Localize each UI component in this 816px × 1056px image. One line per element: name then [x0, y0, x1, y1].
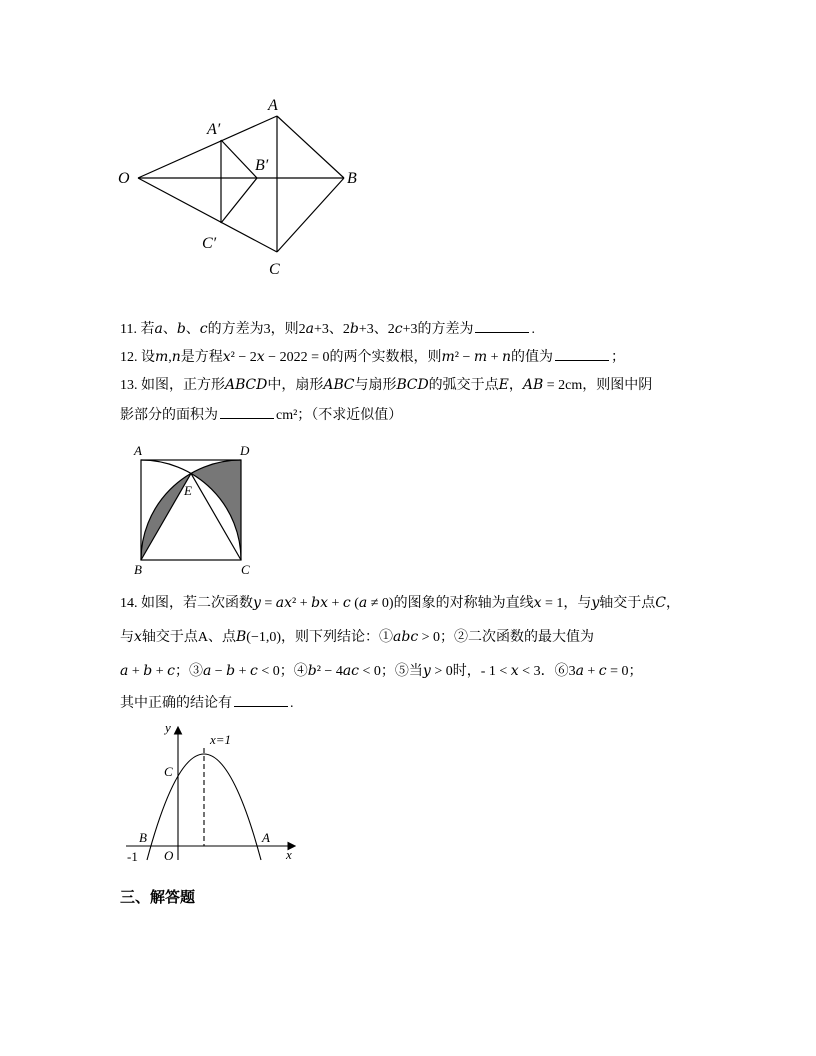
question-14-text-3: 𝑎 + 𝑏 + 𝑐；③𝑎 − 𝑏 + 𝑐 < 0；④𝑏² − 4𝑎𝑐 < 0；⑤当𝑦 > 0时，- 1 < 𝑥 < 3．⑥3𝑎 + 𝑐 = 0； — [120, 664, 643, 679]
label-sq-A: A — [134, 443, 142, 458]
question-13-text: 13. 如图，正方形𝐴𝐵𝐶𝐷中，扇形𝐴𝐵𝐶与扇形𝐵𝐶𝐷的弧交于点𝐸，𝐴𝐵 = 2cm，则图中阴 — [120, 378, 653, 393]
label-B-prime: B′ — [255, 157, 269, 174]
question-13-line-2 — [120, 404, 402, 426]
question-12 — [120, 346, 625, 368]
question-14-line-1 — [120, 594, 680, 614]
question-12-end: ； — [611, 350, 626, 365]
label-sq-E: E — [184, 483, 192, 498]
label-point-C: C — [164, 764, 173, 779]
question-14-line-2 — [120, 628, 594, 648]
question-11-text: 11. 若𝑎、𝑏、𝑐的方差为3，则2𝑎+3、2𝑏+3、2𝑐+3的方差为 — [120, 322, 474, 337]
question-14-text-2: 与𝑥轴交于点A、点𝐵(−1,0)，则下列结论：①𝑎𝑏𝑐 > 0；②二次函数的最大值为 — [120, 630, 595, 645]
question-14-end: . — [290, 696, 294, 711]
label-O: O — [118, 170, 130, 187]
section-title: 三、解答题 — [120, 888, 196, 906]
question-14-text-4: 其中正确的结论有 — [120, 696, 232, 711]
figure-parabola — [118, 718, 308, 868]
label-point-A: A — [262, 830, 270, 845]
answer-blank-11[interactable] — [475, 318, 529, 333]
question-14-line-3 — [120, 662, 643, 682]
question-13-end: cm²；（不求近似值） — [276, 408, 403, 423]
question-13-text-2: 影部分的面积为 — [120, 408, 218, 423]
label-B: B — [347, 170, 357, 187]
label-sq-C: C — [241, 562, 250, 577]
label-origin: O — [164, 848, 174, 863]
question-12-text: 12. 设𝑚,𝑛是方程𝑥² − 2𝑥 − 2022 = 0的两个实数根，则𝑚² − 𝑚 + 𝑛的值为 — [120, 350, 554, 365]
label-sq-D: D — [240, 443, 250, 458]
answer-blank-14[interactable] — [234, 692, 288, 707]
question-11-end: . — [531, 322, 535, 337]
question-14-text-1: 14. 如图，若二次函数𝑦 = 𝑎𝑥² + 𝑏𝑥 + 𝑐 (𝑎 ≠ 0)的图象的对称轴为直线𝑥 = 1，与𝑦轴交于点𝐶， — [120, 596, 680, 611]
answer-blank-12[interactable] — [555, 346, 609, 361]
question-14-line-4 — [120, 692, 294, 714]
label-C: C — [269, 261, 280, 278]
figure-kite — [110, 90, 370, 290]
label-axis-symmetry: x=1 — [210, 732, 232, 747]
label-A-prime: A′ — [207, 121, 221, 138]
label-point-B: B — [139, 830, 147, 845]
question-13-line-1 — [120, 376, 652, 396]
label-sq-B: B — [134, 562, 142, 577]
question-11 — [120, 318, 535, 340]
answer-blank-13[interactable] — [220, 404, 274, 419]
label-axis-x: x — [286, 847, 292, 862]
label-C-prime: C′ — [202, 235, 217, 252]
label-A: A — [268, 97, 278, 114]
label-axis-y: y — [165, 720, 171, 735]
label-neg-one: -1 — [127, 849, 138, 864]
figure-square-arcs — [128, 440, 258, 580]
